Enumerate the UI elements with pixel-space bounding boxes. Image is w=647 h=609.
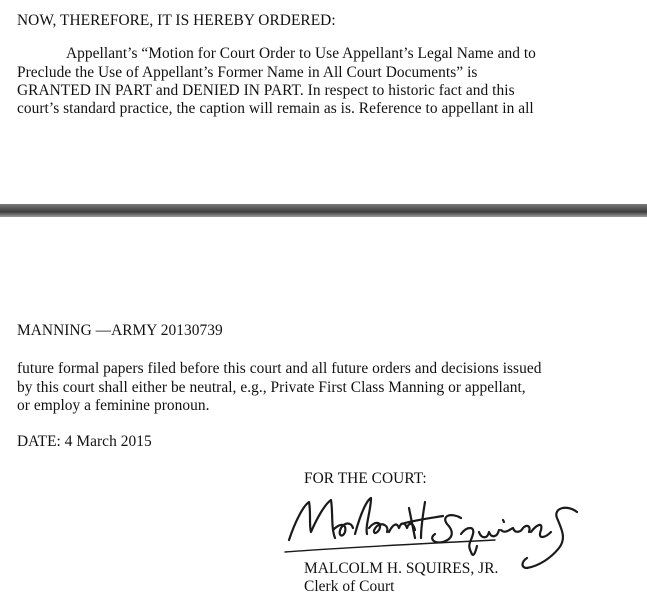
paragraph1-line-4: court’s standard practice, the caption will remain as is. Reference to appellant in all [17,100,534,117]
paragraph2-line-1: future formal papers filed before this court and all future orders and decisions issued [17,360,542,377]
order-heading: NOW, THEREFORE, IT IS HEREBY ORDERED: [17,12,336,29]
signatory-name: MALCOLM H. SQUIRES, JR. [304,560,499,577]
paragraph1-line-3: GRANTED IN PART and DENIED IN PART. In respect to historic fact and this [17,82,515,99]
signatory-title: Clerk of Court [304,578,395,595]
date-line: DATE: 4 March 2015 [17,433,152,450]
paragraph1-line-1: Appellant’s “Motion for Court Order to Use Appellant’s Legal Name and to [66,45,536,62]
page-header: MANNING —ARMY 20130739 [17,322,223,339]
page-break-divider [0,204,647,217]
paragraph2-line-2: by this court shall either be neutral, e.g., Private First Class Manning or appellant, [17,379,526,396]
paragraph2-line-3: or employ a feminine pronoun. [17,397,210,414]
paragraph1-line-2: Preclude the Use of Appellant’s Former Name in All Court Documents” is [17,64,478,81]
for-the-court: FOR THE COURT: [304,470,427,487]
